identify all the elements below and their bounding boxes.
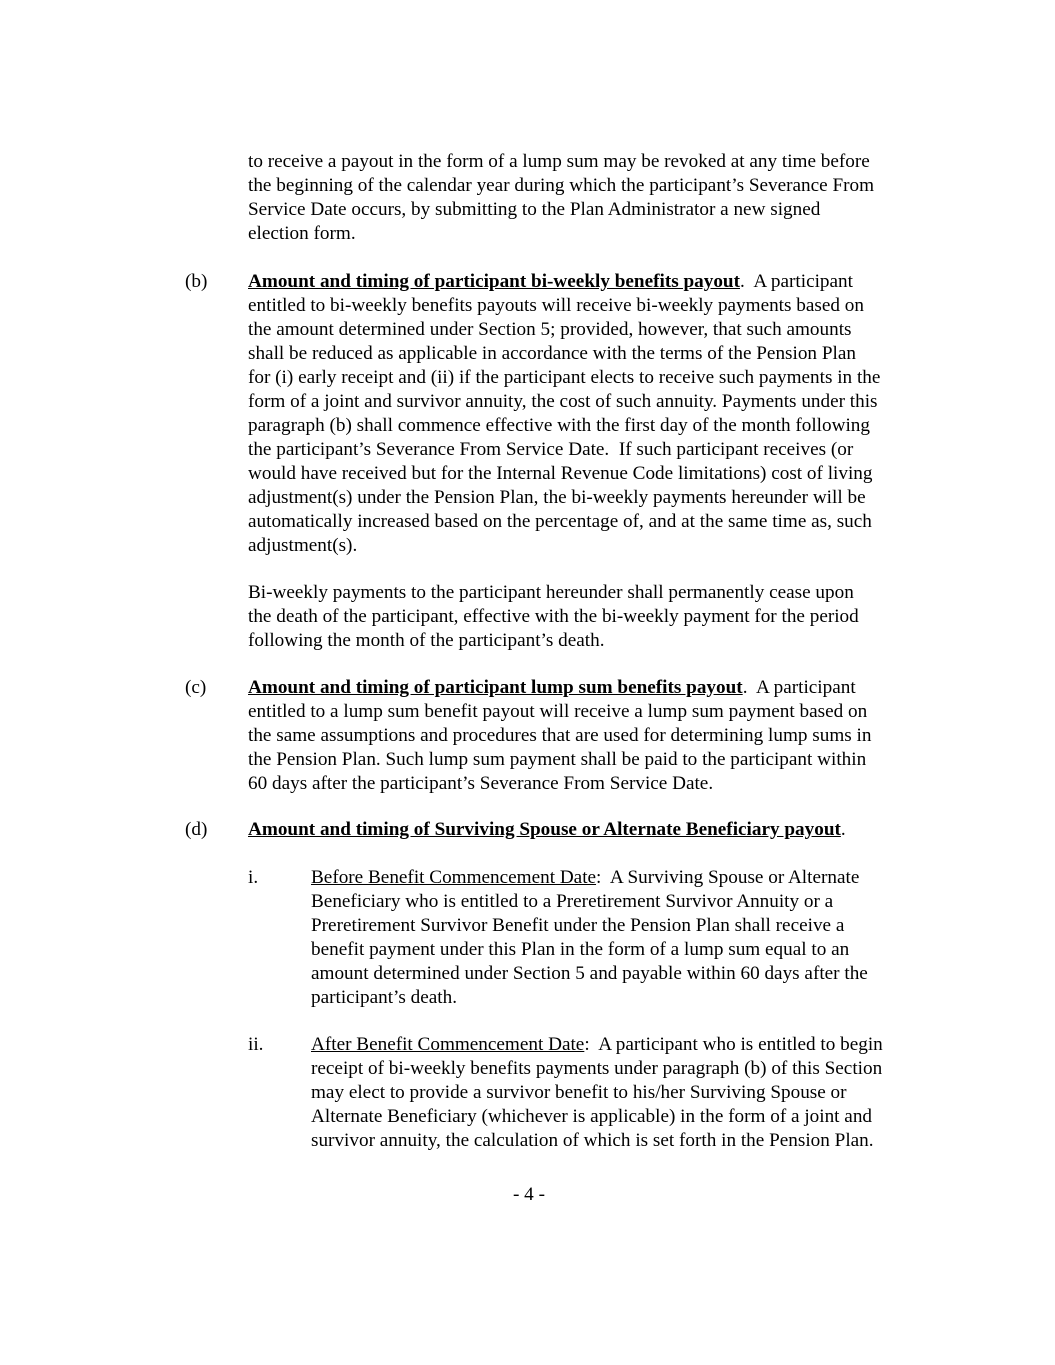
section-heading-line xyxy=(248,270,853,294)
section-heading: Amount and timing of participant lump sum benefits payout xyxy=(248,677,743,698)
text-line: adjustment(s). xyxy=(248,535,358,556)
heading-suffix: : A Surviving Spouse or Alternate xyxy=(596,867,860,888)
text-line: shall be reduced as applicable in accordance with the terms of the Pension Plan xyxy=(248,343,856,364)
text-line: Service Date occurs, by submitting to the Plan Administrator a new signed xyxy=(248,199,821,220)
text-line: for (i) early receipt and (ii) if the participant elects to receive such payments in the xyxy=(248,367,881,388)
text-line: entitled to a lump sum benefit payout will receive a lump sum payment based on xyxy=(248,701,868,722)
subsection-heading: After Benefit Commencement Date xyxy=(311,1034,585,1055)
text-line: would have received but for the Internal Revenue Code limitations) cost of living xyxy=(248,463,873,484)
text-line: the beginning of the calendar year during which the participant’s Severance From xyxy=(248,175,875,196)
text-line: the participant’s Severance From Service Date. If such participant receives (or xyxy=(248,439,854,460)
text-line: the Pension Plan. Such lump sum payment shall be paid to the participant within xyxy=(248,749,867,770)
subsection-label: i. xyxy=(248,867,259,888)
section-label: (b) xyxy=(185,271,208,292)
subsection-heading-line xyxy=(311,1033,883,1057)
text-line: survivor annuity, the calculation of which is set forth in the Pension Plan. xyxy=(311,1130,874,1151)
section-heading-line xyxy=(248,676,856,700)
text-line: Bi-weekly payments to the participant hereunder shall permanently cease upon xyxy=(248,582,854,603)
text-line: may elect to provide a survivor benefit to his/her Surviving Spouse or xyxy=(311,1082,847,1103)
text-line: the death of the participant, effective with the bi-weekly payment for the period xyxy=(248,606,859,627)
text-line: the same assumptions and procedures that are used for determining lump sums in xyxy=(248,725,872,746)
text-line: 60 days after the participant’s Severance From Service Date. xyxy=(248,773,714,794)
section-heading: Amount and timing of Surviving Spouse or Alternate Beneficiary payout xyxy=(248,819,841,840)
text-line: paragraph (b) shall commence effective with the first day of the month following xyxy=(248,415,870,436)
text-line: Beneficiary who is entitled to a Preretirement Survivor Annuity or a xyxy=(311,891,834,912)
text-line: adjustment(s) under the Pension Plan, the bi-weekly payments hereunder will be xyxy=(248,487,866,508)
section-label: (c) xyxy=(185,677,207,698)
text-line: benefit payment under this Plan in the form of a lump sum equal to an xyxy=(311,939,850,960)
subsection-heading: Before Benefit Commencement Date xyxy=(311,867,597,888)
heading-suffix: . A participant xyxy=(742,677,856,698)
text-line: Alternate Beneficiary (whichever is applicable) in the form of a joint and xyxy=(311,1106,873,1127)
page-number: - 4 - xyxy=(513,1184,545,1205)
text-line: form of a joint and survivor annuity, the cost of such annuity. Payments under this xyxy=(248,391,878,412)
text-line: following the month of the participant’s death. xyxy=(248,630,605,651)
section-heading: Amount and timing of participant bi-weekly benefits payout xyxy=(248,271,740,292)
heading-suffix: : A participant who is entitled to begin xyxy=(584,1034,883,1055)
text-line: to receive a payout in the form of a lump sum may be revoked at any time before xyxy=(248,151,870,172)
heading-suffix: . A participant xyxy=(739,271,853,292)
subsection-label: ii. xyxy=(248,1034,264,1055)
text-line: participant’s death. xyxy=(311,987,457,1008)
subsection-heading-line xyxy=(311,866,859,890)
section-label: (d) xyxy=(185,819,208,840)
text-line: election form. xyxy=(248,223,356,244)
section-heading-line xyxy=(248,818,846,842)
text-line: the amount determined under Section 5; provided, however, that such amounts xyxy=(248,319,852,340)
text-line: Preretirement Survivor Benefit under the Pension Plan shall receive a xyxy=(311,915,845,936)
text-line: amount determined under Section 5 and payable within 60 days after the xyxy=(311,963,868,984)
text-line: receipt of bi-weekly benefits payments under paragraph (b) of this Section xyxy=(311,1058,883,1079)
text-line: entitled to bi-weekly benefits payouts will receive bi-weekly payments based on xyxy=(248,295,864,316)
text-line: automatically increased based on the percentage of, and at the same time as, such xyxy=(248,511,872,532)
heading-suffix: . xyxy=(840,819,846,840)
